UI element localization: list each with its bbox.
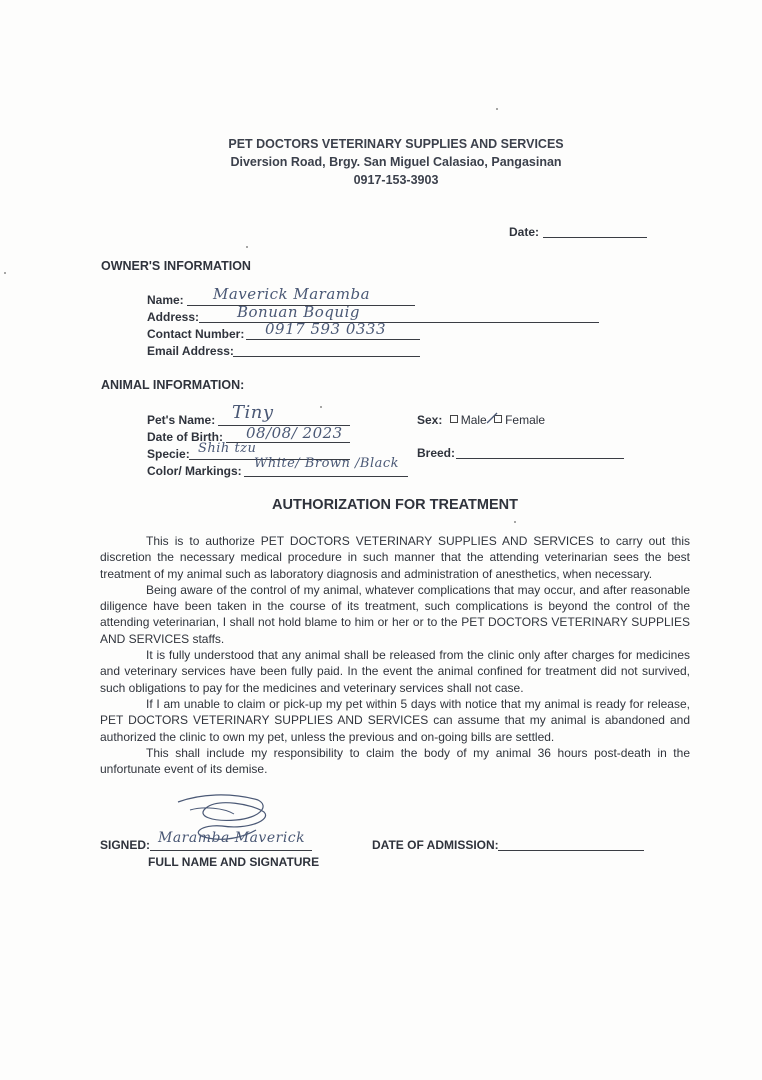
owner-section-title: OWNER'S INFORMATION: [101, 259, 251, 273]
scan-speck: [4, 272, 6, 274]
owner-email-label: Email Address:: [147, 344, 234, 358]
authorization-paragraph: It is fully understood that any animal shall be released from the clinic only after charges for medicines and veterinary services have been fully paid. In the event the animal confined for treatment did not survived, such obligations to pay for the medicines and veterinary services shall not case.: [100, 648, 690, 695]
signature-caption: FULL NAME AND SIGNATURE: [148, 855, 320, 869]
authorization-title: AUTHORIZATION FOR TREATMENT: [272, 497, 518, 513]
scan-speck: [514, 521, 516, 523]
scan-speck: [320, 406, 322, 408]
color-value: White/ Brown /Black: [254, 456, 400, 471]
date-field[interactable]: [543, 237, 647, 238]
owner-email-field[interactable]: [233, 356, 420, 357]
company-address: Diversion Road, Brgy. San Miguel Calasiao, Pangasinan: [230, 155, 562, 169]
dob-value: 08/08/ 2023: [246, 424, 343, 442]
sex-field: [417, 413, 545, 427]
signature-field[interactable]: [150, 850, 312, 851]
color-field[interactable]: [244, 476, 408, 477]
scan-speck: [496, 108, 498, 110]
owner-contact-value: 0917 593 0333: [265, 320, 387, 338]
animal-section-title: ANIMAL INFORMATION:: [101, 378, 245, 392]
specie-value: Shih tzu: [198, 441, 257, 456]
owner-name-value: Maverick Maramba: [213, 285, 371, 303]
scan-speck: [246, 246, 248, 248]
pet-name-label: Pet's Name:: [147, 413, 216, 427]
sex-male-checkbox[interactable]: [450, 415, 458, 423]
breed-field[interactable]: [456, 458, 624, 459]
admission-field[interactable]: [498, 850, 644, 851]
company-name: PET DOCTORS VETERINARY SUPPLIES AND SERVICES: [228, 137, 564, 151]
owner-address-field[interactable]: [199, 322, 599, 323]
color-label: Color/ Markings:: [147, 464, 242, 478]
authorization-body: [100, 533, 690, 777]
admission-label: DATE OF ADMISSION:: [372, 838, 499, 852]
company-phone: 0917-153-3903: [353, 173, 439, 187]
owner-name-label: Name:: [147, 293, 184, 307]
female-check-mark-icon: [486, 412, 498, 424]
authorization-paragraph: This is to authorize PET DOCTORS VETERINARY SUPPLIES AND SERVICES to carry out this discretion the necessary medical procedure in such manner that the attending veterinarian sees the best treatment of my animal such as laboratory diagnosis and administration of anesthetics, when necessary.: [100, 534, 690, 581]
owner-contact-field[interactable]: [246, 339, 420, 340]
breed-label: Breed:: [417, 446, 456, 460]
date-label: Date:: [509, 225, 540, 239]
owner-address-label: Address:: [147, 310, 200, 324]
dob-label: Date of Birth:: [147, 430, 223, 444]
sex-female-label: Female: [505, 413, 546, 427]
owner-address-value: Bonuan Boquig: [237, 303, 360, 321]
owner-contact-label: Contact Number:: [147, 327, 245, 341]
pet-name-value: Tiny: [232, 402, 274, 423]
specie-label: Specie:: [147, 447, 190, 461]
signed-value: Maramba Maverick: [158, 830, 306, 846]
authorization-paragraph: Being aware of the control of my animal, whatever complications that may occur, and after reasonable diligence have been taken in the course of its treatment, such complications is beyond the control of the attending veterinarian, I shall not hold blame to him or her or to the PET DOCTORS VETERINARY SUPPLIES AND SERVICES staffs.: [100, 582, 690, 646]
signed-label: SIGNED:: [100, 838, 151, 852]
authorization-paragraph: If I am unable to claim or pick-up my pet within 5 days with notice that my animal is ready for release, PET DOCTORS VETERINARY SUPPLIES AND SERVICES can assume that my animal is abandoned and authorized the clinic to own my pet, unless the previous and on-going bills are settled.: [100, 696, 690, 744]
sex-male-label: Male: [460, 413, 487, 427]
sex-label: Sex:: [417, 413, 443, 427]
authorization-paragraph: This shall include my responsibility to claim the body of my animal 36 hours post-death in the unfortunate event of its demise.: [100, 745, 690, 777]
